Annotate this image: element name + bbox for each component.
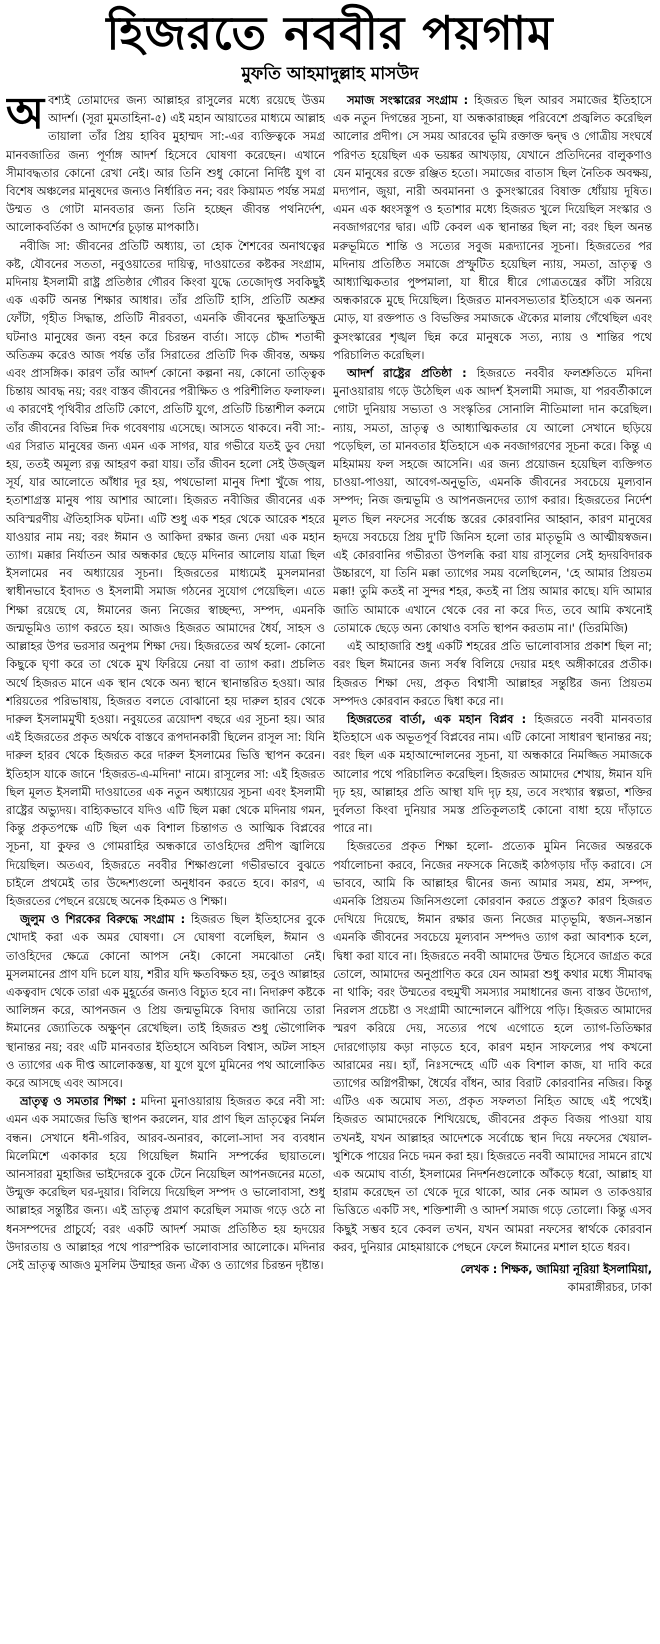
paragraph: এই আহাজারি শুধু একটি শহরের প্রতি ভালোবাসার প্রকাশ ছিল না; বরং ছিল ঈমানের জন্য সর্বস্ব বিলিয়ে দেয়ার মহৎ অঙ্গীকারের প্রতীক। হিজরত শিক্ষা দেয়, প্রকৃত বিশ্বাসী আল্লাহর সন্তুষ্টির জন্য প্রিয়তম সম্পদও কোরবান করতে দ্বিধা করে না। — [333, 640, 652, 708]
paragraph: নবীজি সা: জীবনের প্রতিটি অধ্যায়, তা হোক শৈশবের অনাথত্বের কষ্ট, যৌবনের সততা, নবুওয়াতের দায়িত্ব, দাওয়াতের কষ্টকর সংগ্রাম, মদিনায় ইসলামী রাষ্ট্র প্রতিষ্ঠার গৌরব কিংবা যুদ্ধে তেজোদৃপ্ত সবকিছুই এক একটি অনন্ত শিক্ষার আধার। তাঁর প্রতিটি হাসি, প্রতিটি অশ্রুর ফোঁটা, গৃহীত সিদ্ধান্ত, প্রতিটি নীরবতা, এমনকি জীবনের ক্ষুদ্রাতিক্ষুদ্র ঘটনাও মানুষের জন্য বহন করে চিরন্তন বার্তা। সাড়ে চৌদ্দ শতাব্দী অতিক্রম করেও আজ পর্যন্ত তাঁর সিরাতের প্রতিটি দিক জীবন্ত, অক্ষয় এবং প্রাসঙ্গিক। কারণ তাঁর আদর্শ কোনো কল্পনা নয়, কোনো তাত্ত্বিক চিন্তায় আবদ্ধ নয়; বরং বাস্তব জীবনের পরীক্ষিত ও পরিশীলিত ফলাফল। এ কারণেই পৃথিবীর প্রতিটি কোণে, প্রতিটি যুগে, প্রতিটি চিন্তাশীল কলমে তাঁর জীবনের বিভিন্ন দিক গবেষণায় এসেছে। আসতে থাকবে। নবী সা:-এর সিরাত মানুষের জন্য এমন এক সাগর, যার গভীরে যতই ডুব দেয়া হয়, ততই অমূল্য রত্ন আহরণ করা যায়। তাঁর জীবন হলো সেই উজ্জ্বল সূর্য, যার আলোতে আঁধার দূর হয়, পথভোলা মানুষ দিশা খুঁজে পায়, হতাশাগ্রস্ত মানুষ পায় আশার আলো। হিজরত নবীজির জীবনের এক অবিস্মরণীয় ঐতিহাসিক ঘটনা। এটি শুধু এক শহর থেকে আরেক শহরে যাওয়ার নাম নয়; বরং ঈমান ও আকিদা রক্ষার জন্য দেয়া এক মহান ত্যাগ। মক্কার নির্যাতন আর অন্ধকার ছেড়ে মদিনার আলোয় যাত্রা ছিল ইসলামের নব অধ্যায়ের সূচনা। হিজরতের মাধ্যমেই মুসলমানরা স্বাধীনভাবে ইবাদত ও ইসলামী সমাজ গঠনের সুযোগ পেয়েছিল। এতে শিক্ষা রয়েছে যে, ঈমানের জন্য নিজের স্বাচ্ছন্দ্য, সম্পদ, এমনকি জন্মভূমিও ত্যাগ করতে হয়। আজও হিজরত আমাদের ধৈর্য, সাহস ও আল্লাহর উপর ভরসার অনুপম শিক্ষা দেয়। হিজরতের অর্থ হলো- কোনো কিছুকে ঘৃণা করে তা থেকে মুখ ফিরিয়ে নেয়া বা ত্যাগ করা। প্রচলিত অর্থে হিজরত মানে এক স্থান থেকে অন্য স্থানে স্থানান্তরিত হওয়া। আর শরিয়তের পরিভাষায়, হিজরত বলতে বোঝানো হয় দারুল হারব থেকে দারুল ইসলামমুখী হওয়া। নবুয়তের ত্রয়োদশ বছরে এর সূচনা হয়। আর এই হিজরতের প্রকৃত অর্থকে বাস্তবে রূপদানকারী ছিলেন রাসূল সা: যিনি দারুল হারব থেকে হিজরত করে দারুল ইসলামের ভিত্তি স্থাপন করেন। ইতিহাস যাকে জানে 'হিজরত-এ-মদিনা' নামে। রাসূলের সা: এই হিজরত ছিল মূলত ইসলামী দাওয়াতের এক নতুন অধ্যায়ের সূচনা এবং ইসলামী রাষ্ট্রের অভ্যুদয়। বাহ্যিকভাবে যদিও এটি ছিল মক্কা থেকে মদিনায় গমন, কিন্তু প্রকৃতপক্ষে এটি ছিল এক বিশাল চিন্তাগত ও আত্মিক বিপ্লবের সূচনা, যা কুফর ও গোমরাহির অন্ধকারে তাওহিদের প্রদীপ জ্বালিয়ে দিয়েছিল। অতএব, হিজরতে নববীর শিক্ষাগুলো গভীরভাবে বুঝতে চাইলে প্রথমেই তার উদ্দেশ্যগুলো অনুধাবন করতে হবে। কারণ, এ হিজরতের পেছনে রয়েছে অনেক হিকমত ও শিক্ষা। — [6, 239, 325, 908]
section-heading: সমাজ সংস্কারের সংগ্রাম : — [347, 94, 469, 107]
paragraph — [333, 711, 652, 838]
author-credit-text: শিক্ষক, জামিয়া নূরিয়া ইসলামিয়া, — [501, 1263, 652, 1276]
section-heading: আদর্শ রাষ্ট্রের প্রতিষ্ঠা : — [347, 367, 467, 381]
left-column — [6, 92, 325, 1644]
paragraph-text: বশ্যই তোমাদের জন্য আল্লাহর রাসুলের মধ্যে রয়েছে উত্তম আদর্শ। (সূরা মুমতাহিনা-৫) এই মহান আয়াতের মাধ্যমে আল্লাহ তায়ালা তাঁর প্রিয় হাবিব মুহাম্মদ সা:-এর ব্যক্তিত্বকে সমগ্র মানবজাতির জন্য পূর্ণাঙ্গ আদর্শ হিসেবে ঘোষণা করেছেন। এখানে সীমাবদ্ধতার কোনো রেখা নেই। আর তিনি শুধু কোনো নির্দিষ্ট যুগ বা বিশেষ অঞ্চলের মানুষদের জন্যও নির্ধারিত নন; বরং কিয়ামত পর্যন্ত সমগ্র উম্মত ও গোটা মানবতার জন্য তিনি হচ্ছেন জীবন্ত পথনির্দেশ, আলোকবর্তিকা ও আদর্শের চূড়ান্ত মাপকাঠি। — [6, 94, 325, 235]
paragraph-text: হিজরতে নববীর ফলশ্রুতিতে মদিনা মুনাওয়ারায় গড়ে উঠেছিল এক আদর্শ ইসলামী সমাজ, যা পরবর্তীকালে গোটা দুনিয়ায় সভ্যতা ও সংস্কৃতির সোনালি নীতিমালা দান করেছিল। ন্যায়, সমতা, ভ্রাতৃত্ব ও আধ্যাত্মিকতার যে আলো সেখানে ছড়িয়ে পড়েছিল, তা মানবতার ইতিহাসে এক নবজাগরণের সূচনা করে। কিন্তু এ মহিমাময় ফল সহজে আসেনি। এর জন্য প্রয়োজন হয়েছিল ব্যক্তিগত চাওয়া-পাওয়া, আবেগ-অনুভূতি, এমনকি জীবনের সবচেয়ে মূল্যবান সম্পদ; নিজ জন্মভূমি ও আপনজনদের ত্যাগ করার। হিজরতের নির্দেশ মূলত ছিল নফসের সর্বোচ্চ স্তরের কোরবানির আহ্বান, কারণ মানুষের হৃদয়ে সবচেয়ে প্রিয় দু'টি জিনিস হলো তার মাতৃভূমি ও আত্মীয়স্বজন। এই কোরবানির গভীরতা উপলব্ধি করা যায় রাসূলের সেই হৃদয়বিদারক উচ্চারণে, যা তিনি মক্কা ত্যাগের সময় বলেছিলেন, 'হে আমার প্রিয়তম মক্কা! তুমি কতই না সুন্দর শহর, কতই না প্রিয় আমার কাছে। যদি আমার জাতি আমাকে এখানে থেকে বের না করে দিত, তবে আমি কখনোই তোমাকে ছেড়ে অন্য কোথাও বসতি স্থাপন করতাম না।' (তিরমিজি) — [333, 367, 652, 635]
author-byline: মুফতি আহমাদুল্লাহ মাসউদ — [241, 64, 419, 84]
paragraph — [333, 92, 652, 365]
section-heading: হিজরতের বার্তা, এক মহান বিপ্লব : — [347, 712, 527, 726]
paragraph-text: মদিনা মুনাওয়ারায় হিজরত করে নবী সা: এমন এক সমাজের ভিত্তি স্থাপন করলেন, যার প্রাণ ছিল ভ্রাতৃত্বের নির্মল বন্ধন। সেখানে ধনী-গরিব, আরব-অনারব, কালো-সাদা সব ব্যবধান মিলেমিশে একাকার হয়ে গিয়েছিল ঈমানি সম্পর্কের ছায়াতলে। আনসাররা মুহাজির ভাইদেরকে বুকে টেনে নিয়েছিল আপনজনের মতো, উন্মুক্ত করেছিল ঘর-দুয়ার। বিলিয়ে দিয়েছিল সম্পদ ও ভালোবাসা, শুধু আল্লাহর সন্তুষ্টির জন্য। এই ভ্রাতৃত্ব প্রমাণ করেছিল সমাজ গড়ে ওঠে না ধনসম্পদের প্রাচুর্যে; বরং একটি আদর্শ সমাজ প্রতিষ্ঠিত হয় হৃদয়ের উদারতায় ও আল্লাহর পথে পারস্পরিক ভালোবাসার আলোকে। মদিনার সেই ভ্রাতৃত্ব আজও মুসলিম উম্মাহর জন্য ঐক্য ও ত্যাগের চিরন্তন দৃষ্টান্ত। — [6, 1095, 325, 1272]
right-column — [333, 92, 652, 1644]
paragraph-text: হিজরতে নববী মানবতার ইতিহাসে এক অভূতপূর্ব বিপ্লবের নাম। এটি কোনো সাধারণ স্থানান্তর নয়; বরং ছিল এক মহাআন্দোলনের সূচনা, যা অন্ধকারে নিমজ্জিত সমাজকে আলোর পথে পরিচালিত করেছিল। হিজরত আমাদের শেখায়, ঈমান যদি দৃঢ় হয়, আল্লাহর প্রতি আস্থা যদি দৃঢ় হয়, তবে সংখ্যার স্বল্পতা, শক্তির দুর্বলতা কিংবা দুনিয়ার সমস্ত প্রতিকূলতাই কোনো বাধা হয়ে দাঁড়াতে পারে না। — [333, 712, 652, 836]
author-credit — [333, 1261, 652, 1279]
article-body — [6, 92, 654, 1644]
paragraph — [6, 92, 325, 238]
paragraph — [6, 911, 325, 1093]
section-heading: জুলুম ও শিরকের বিরুদ্ধে সংগ্রাম : — [20, 913, 186, 927]
paragraph: হিজরতের প্রকৃত শিক্ষা হলো- প্রত্যেক মুমিন নিজের অন্তরকে পর্যালোচনা করবে, নিজের নফসকে নিজেই কাঠগড়ায় দাঁড় করাবে। সে ভাববে, আমি কি আল্লাহর দ্বীনের জন্য আমার সময়, শ্রম, সম্পদ, এমনকি প্রিয়তম জিনিসগুলো কোরবান করতে প্রস্তুত? কারণ হিজরত দেখিয়ে দিয়েছে, ঈমান রক্ষার জন্য নিজের মাতৃভূমি, স্বজন-সন্তান এমনকি জীবনের সবচেয়ে মূল্যবান সম্পদও ত্যাগ করা আবশ্যক হলে, দ্বিধা করা যাবে না। হিজরতে নববী আমাদের উম্মত হিসেবে জাগ্রত করে তোলে, আমাদের অনুপ্রাণিত করে যেন আমরা শুধু কথার মধ্যে সীমাবদ্ধ না থাকি; বরং উম্মতের বহুমুখী সমস্যার সমাধানের জন্য বাস্তব উদ্যোগ, নিরলস প্রচেষ্টা ও সংগ্রামী আন্দোলনে ঝাঁপিয়ে পড়ি। হিজরত আমাদের স্মরণ করিয়ে দেয়, সত্যের পথে এগোতে হলে ত্যাগ-তিতিক্ষার দোরগোড়ায় কড়া নাড়তে হবে, কারণ মহান সাফল্যের পথ কখনো আরামের নয়। হ্যাঁ, নিঃসন্দেহে এটি এক বিশাল কাজ, যা দাবি করে ত্যাগের অগ্নিপরীক্ষা, ধৈর্যের বাঁধন, আর বিরাট কোরবানির নজির। কিন্তু এটিও এক অমোঘ সত্য, প্রকৃত সফলতা নিহিত আছে এই পথেই। হিজরত আমাদেরকে শিখিয়েছে, জীবনের প্রকৃত বিজয় পাওয়া যায় তখনই, যখন আল্লাহর আদেশকে সর্বোচ্চে স্থান দিয়ে নফসের খেয়াল-খুশিকে পায়ের নিচে দমন করা হয়। হিজরতে নববী আমাদের সামনে রাখে এক অমোঘ বার্তা, ইসলামের নিদর্শনগুলোকে আঁকড়ে ধরো, আল্লাহ যা হারাম করেছেন তা থেকে দূরে থাকো, আর নেক আমল ও তাকওয়ার ভিত্তিতে একটি সৎ, শক্তিশালী ও আদর্শ সমাজ গড়ে তোলো। কিন্তু এসব কিছুই সম্ভব হবে কেবল তখন, যখন আমরা নফসের স্বার্থকে কোরবান করব, দুনিয়ার মোহমায়াকে পেছনে ফেলে ঈমানের মশাল হাতে ধরব। — [333, 840, 652, 1254]
paragraph — [333, 365, 652, 638]
article-title: হিজরতে নববীর পয়গাম — [106, 6, 554, 60]
paragraph — [6, 1093, 325, 1275]
section-heading: ভ্রাতৃত্ব ও সমতার শিক্ষা : — [20, 1095, 136, 1109]
paragraph-text: হিজরত ছিল আরব সমাজের ইতিহাসে এক নতুন দিগন্তের সূচনা, যা অন্ধকারাচ্ছন্ন পরিবেশে প্রজ্বলিত করেছিল আলোর প্রদীপ। সে সময় আরবের ভূমি রক্তাক্ত দ্বন্দ্ব ও গোত্রীয় সংঘর্ষে পরিণত হয়েছিল এক ভয়ঙ্কর আখড়ায়, যেখানে প্রতিদিনের বালুকণাও যেন মানুষের রক্তে রঞ্জিত হতো। সমাজের বাতাস ছিল নৈতিক অবক্ষয়, মদ্যপান, জুয়া, নারী অবমাননা ও কুসংস্কারের বিষাক্ত ধোঁয়ায় দূষিত। এমন এক ধ্বংসস্তূপ ও হতাশার মধ্যে হিজরত খুলে দিয়েছিল সংস্কার ও নবজাগরণের দ্বার। এটি কেবল এক স্থানান্তর ছিল না; বরং ছিল অনন্ত মরুভূমিতে শান্তি ও সত্যের সবুজ মরূদ্যানের সূচনা। হিজরতের পর মদিনায় প্রতিষ্ঠিত সমাজে প্রস্ফুটিত হয়েছিল ন্যায়, সমতা, ভ্রাতৃত্ব ও আধ্যাত্মিকতার পুষ্পমালা, যা ধীরে ধীরে গোত্রতন্ত্রের কাঁটা সরিয়ে অন্ধকারকে মুছে দিয়েছিল। হিজরত মানবসভ্যতার ইতিহাসে এক অনন্য মোড়, যা রক্তপাত ও বিভক্তির সমাজকে ঐক্যের মালায় গেঁথেছিল এবং কুসংস্কারের শৃঙ্খল ছিন্ন করে মানুষকে সত্য, ন্যায় ও শান্তির পথে পরিচালিত করেছিল। — [333, 94, 652, 362]
author-credit-label: লেখক : — [460, 1263, 498, 1276]
drop-cap: অ — [6, 92, 45, 139]
paragraph-text: হিজরত ছিল ইতিহাসের বুকে খোদাই করা এক অমর ঘোষণা। সে ঘোষণা বলেছিল, ঈমান ও তাওহিদের ক্ষেত্রে কোনো আপস নেই। কোনো সমঝোতা নেই। মুসলমানের প্রাণ যদি চলে যায়, শরীর যদি ক্ষতবিক্ষত হয়, তবুও আল্লাহর একত্ববাদ থেকে তারা এক মুহূর্তের জন্যও বিচ্যুত হবে না। নিদারুণ কষ্টকে আলিঙ্গন করে, আপনজন ও প্রিয় জন্মভূমিকে বিদায় জানিয়ে তারা ঈমানের জ্যোতিকে অক্ষুণ্ন রেখেছিল। তাই হিজরত শুধু ভৌগোলিক স্থানান্তর নয়; বরং এটি মানবতার ইতিহাসে অবিচল বিশ্বাস, অটল সাহস ও ত্যাগের এক দীপ্ত আলোকস্তম্ভ, যা যুগে যুগে মুমিনের পথ আলোকিত করে আসছে এবং আসবে। — [6, 913, 325, 1090]
author-credit-place: কামরাঙ্গীরচর, ঢাকা — [567, 1281, 652, 1294]
